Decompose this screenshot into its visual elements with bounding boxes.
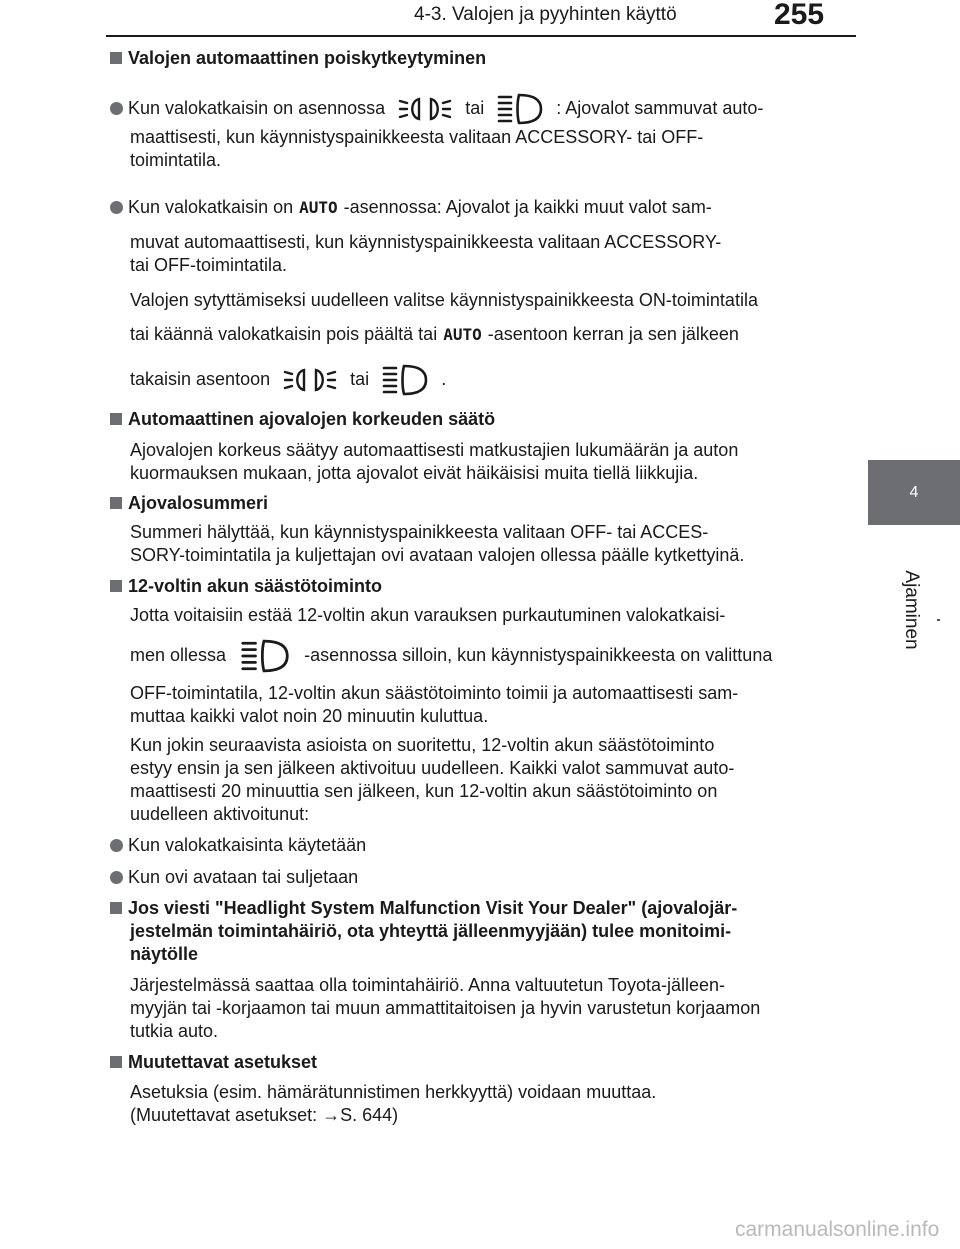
text-line: maattisesti, kun käynnistyspainikkeesta valitaan ACCESSORY- tai OFF- bbox=[130, 127, 704, 147]
text-line: tai käännä valokatkaisin pois päältä tai AUTO -asentoon kerran ja sen jälkeen bbox=[130, 324, 739, 344]
section-title: 4-3. Valojen ja pyyhinten käyttö bbox=[414, 4, 677, 25]
auto-label: AUTO bbox=[299, 198, 338, 217]
text-line: men ollessa -asennossa silloin, kun käynnistyspainikkeesta on valittuna bbox=[130, 638, 875, 674]
square-bullet-icon bbox=[110, 52, 122, 64]
section-heading: Jos viesti "Headlight System Malfunction Visit Your Dealer" (ajovalojär- bbox=[110, 897, 855, 920]
tail-light-icon bbox=[382, 363, 428, 397]
page-number: 255 bbox=[774, 0, 825, 31]
chapter-label-text: Ajaminen bbox=[901, 570, 922, 650]
text-line: takaisin asentoon tai . bbox=[130, 363, 875, 397]
square-bullet-icon bbox=[110, 902, 122, 914]
section-heading: Muutettavat asetukset bbox=[110, 1051, 855, 1074]
text-line: uudelleen aktivoitunut: bbox=[130, 804, 310, 824]
chapter-tab[interactable]: 4 bbox=[868, 460, 960, 525]
round-bullet-icon bbox=[110, 839, 123, 852]
headlight-icon bbox=[398, 96, 452, 122]
square-bullet-icon bbox=[110, 1056, 122, 1068]
text-line: myyjän tai -korjaamon tai muun ammattitaitoisen ja hyvin varustetun korjaamon bbox=[130, 998, 761, 1018]
section-heading: Ajovalosummeri bbox=[110, 492, 855, 515]
section-heading-line: näytölle bbox=[130, 944, 199, 964]
chapter-label bbox=[881, 570, 941, 650]
round-bullet-icon bbox=[110, 102, 123, 115]
text-line: Asetuksia (esim. hämärätunnistimen herkkyyttä) voidaan muuttaa. bbox=[130, 1082, 657, 1102]
text-line: maattisesti 20 minuuttia sen jälkeen, kun 12-voltin akun säästötoiminto on bbox=[130, 781, 718, 801]
text-line: muvat automaattisesti, kun käynnistyspainikkeesta valitaan ACCESSORY- bbox=[130, 232, 722, 252]
text-line: OFF-toimintatila, 12-voltin akun säästötoiminto toimii ja automaattisesti sam- bbox=[130, 683, 739, 703]
auto-label: AUTO bbox=[443, 325, 482, 344]
section-heading: Valojen automaattinen poiskytkeytyminen bbox=[110, 47, 855, 70]
round-bullet-icon bbox=[110, 201, 123, 214]
section-heading: 12-voltin akun säästötoiminto bbox=[110, 575, 855, 598]
text-line: Summeri hälyttää, kun käynnistyspainikkeesta valitaan OFF- tai ACCES- bbox=[130, 522, 709, 542]
text-line: kuormauksen mukaan, jotta ajovalot eivät häikäisisi muita tiellä liikkujia. bbox=[130, 463, 699, 483]
chapter-tick bbox=[937, 619, 940, 621]
bullet-item: Kun valokatkaisin on asennossa tai : Ajovalot sammuvat auto- bbox=[110, 92, 855, 120]
headlight-icon bbox=[283, 367, 337, 393]
bullet-item: Kun valokatkaisin on AUTO -asennossa: Ajovalot ja kaikki muut valot sam- bbox=[110, 196, 855, 219]
text-line: Ajovalojen korkeus säätyy automaattisesti matkustajien lukumäärän ja auton bbox=[130, 440, 739, 460]
text-line: Valojen sytyttämiseksi uudelleen valitse käynnistyspainikkeesta ON-toimintatila bbox=[130, 290, 758, 310]
square-bullet-icon bbox=[110, 580, 122, 592]
section-heading-line: jestelmän toimintahäiriö, ota yhteyttä jälleenmyyjään) tulee monitoimi- bbox=[130, 921, 732, 941]
text-line: estyy ensin ja sen jälkeen aktivoituu uudelleen. Kaikki valot sammuvat auto- bbox=[130, 758, 735, 778]
text-line: Jotta voitaisiin estää 12-voltin akun varauksen purkautuminen valokatkaisi- bbox=[130, 605, 726, 625]
watermark: carmanualsonline.info bbox=[735, 1218, 940, 1241]
text-line: Järjestelmässä saattaa olla toimintahäiriö. Anna valtuutetun Toyota-jälleen- bbox=[130, 975, 726, 995]
header-rule bbox=[106, 35, 856, 37]
tail-light-icon bbox=[239, 638, 291, 674]
bullet-item: Kun ovi avataan tai suljetaan bbox=[110, 866, 855, 889]
section-heading: Automaattinen ajovalojen korkeuden säätö bbox=[110, 408, 855, 431]
text-line: SORY-toimintatila ja kuljettajan ovi avataan valojen ollessa päälle kytkettyinä. bbox=[130, 545, 745, 565]
text-line: toimintatila. bbox=[130, 150, 222, 170]
bullet-item: Kun valokatkaisinta käytetään bbox=[110, 834, 855, 857]
square-bullet-icon bbox=[110, 497, 122, 509]
page-header bbox=[0, 0, 960, 36]
square-bullet-icon bbox=[110, 413, 122, 425]
round-bullet-icon bbox=[110, 871, 123, 884]
text-line: Kun jokin seuraavista asioista on suoritettu, 12-voltin akun säästötoiminto bbox=[130, 735, 715, 755]
text-line: tai OFF-toimintatila. bbox=[130, 255, 288, 275]
text-line: muttaa kaikki valot noin 20 minuutin kuluttua. bbox=[130, 706, 489, 726]
page-reference-link[interactable]: (Muutettavat asetukset: →S. 644) bbox=[130, 1105, 399, 1125]
text-line: tutkia auto. bbox=[130, 1021, 219, 1041]
tail-light-icon bbox=[497, 92, 543, 126]
